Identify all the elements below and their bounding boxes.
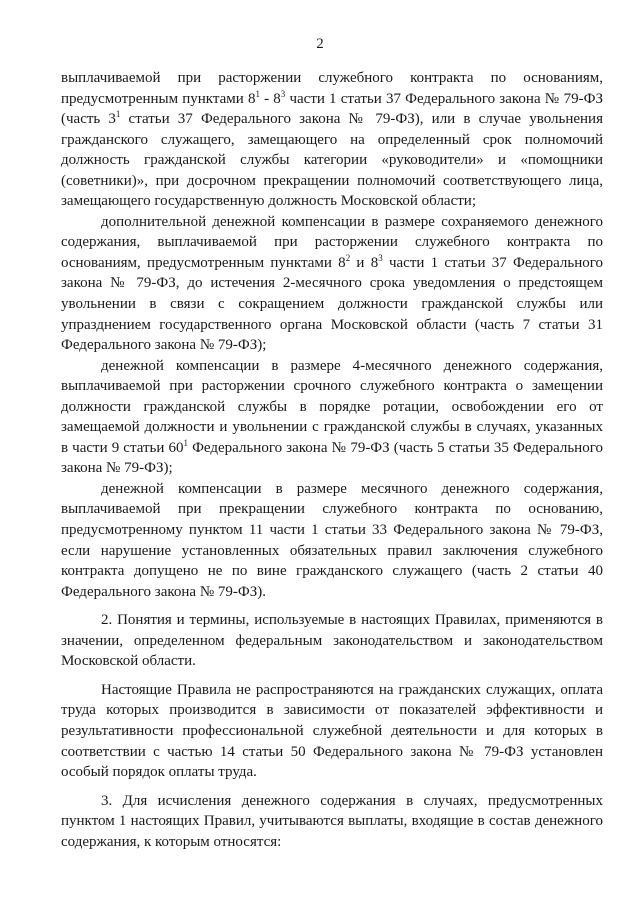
paragraph-5: 2. Понятия и термины, используемые в настоящих Правилах, применяются в значении, определенном федеральным законодательством и законодательством Московской области. [61, 612, 603, 670]
paragraph-6: Настоящие Правила не распространяются на гражданских служащих, оплата труда которых производится в зависимости от показателей эффективности и результативности профессиональной служебной деятельности и для которых в соответствии с частью 14 статьи 50 Федерального закона № 79-ФЗ установлен особый порядок оплаты труда. [61, 681, 603, 781]
paragraph-3: денежной компенсации в размере 4-месячного денежного содержания, выплачиваемой при расторжении срочного служебного контракта о замещении должности гражданской службы в порядке ротации, освобождении его от замещаемой должности и увольнении с гражданской службы в случаях, указанных в части 9 статьи $60^1$ Федерального закона № 79-ФЗ (часть 5 статьи 35 Федерального закона № 79-ФЗ); [61, 357, 603, 477]
paragraph-2: дополнительной денежной компенсации в размере сохраняемого денежного содержания, выплачиваемой при расторжении служебного контракта по основаниям, предусмотренным пунктами $8^2$ и $8^3$ части 1 статьи 37 Федерального закона № 79-ФЗ, до истечения 2-месячного срока уведомления о предстоящем увольнении в связи с сокращением должности гражданской службы или упразднением государственного органа Московской области (часть 7 статьи 31 Федерального закона № 79-ФЗ); [61, 213, 603, 354]
document-body [61, 68, 603, 852]
page-number: 2 [316, 36, 324, 52]
paragraph-4: денежной компенсации в размере месячного денежного содержания, выплачиваемой при прекращении служебного контракта по основанию, предусмотренному пунктом 11 части 1 статьи 33 Федерального закона № 79-ФЗ, если нарушение установленных обязательных правил заключения служебного контракта допущено не по вине гражданского служащего (часть 2 статьи 40 Федерального закона № 79-ФЗ). [61, 480, 603, 600]
paragraph-7: 3. Для исчисления денежного содержания в случаях, предусмотренных пунктом 1 настоящих Правил, учитываются выплаты, входящие в состав денежного содержания, к которым относятся: [61, 792, 603, 850]
paragraph-1: выплачиваемой при расторжении служебного контракта по основаниям, предусмотренным пунктами $8^1 - 8^3$ части 1 статьи 37 Федерального закона № 79-ФЗ (часть $3^1$ статьи 37 Федерального закона № 79-ФЗ), или в случае увольнения гражданского служащего, замещающего на определенный срок полномочий должность гражданской службы категории «руководители» и «помощники (советники)», при досрочном прекращении полномочий соответствующего лица, замещающего государственную должность Московской области; [61, 70, 603, 210]
